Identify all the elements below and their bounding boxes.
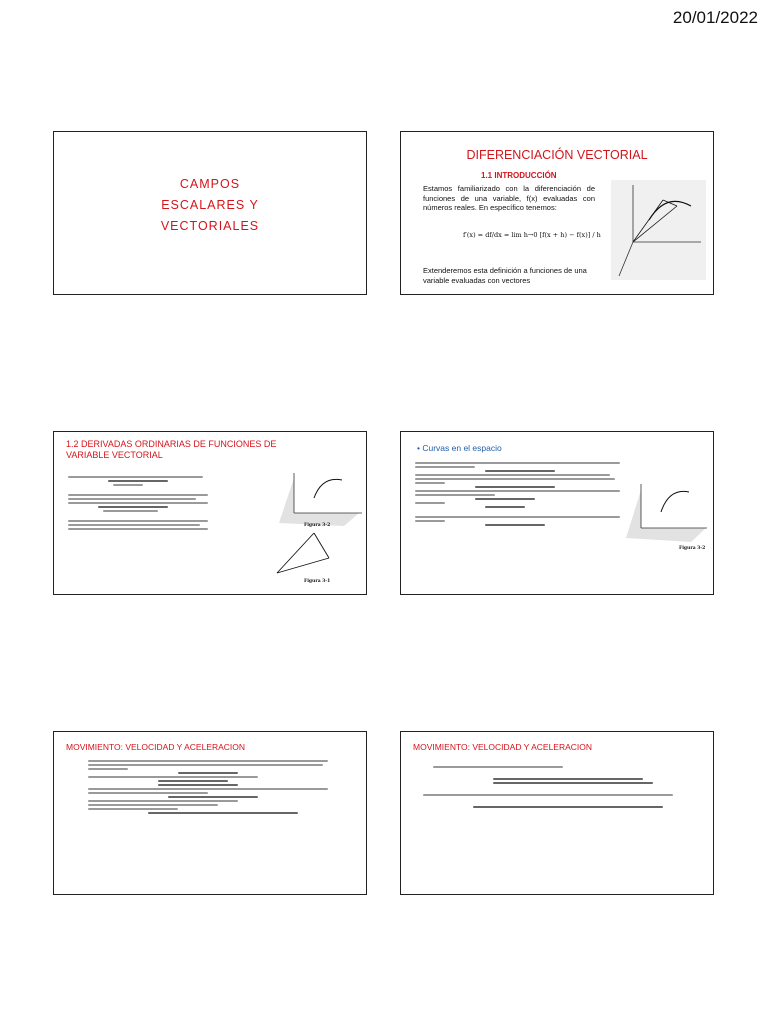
figure-3-2-caption: Figura 3-2: [679, 546, 706, 551]
title-line-3: VECTORIALES: [160, 219, 260, 233]
figure-3-1-caption: Figura 3-1: [304, 579, 331, 584]
slide-2-paragraph-1: Estamos familiarizado con la diferenciación de funciones de una variable, f(x) evaluadas con números reales. En específico tenemos:: [423, 184, 595, 212]
figure-3-2-caption: Figura 3-2: [304, 523, 331, 528]
bullet-icon: •: [417, 443, 423, 453]
slide-2-paragraph-2: Extenderemos esta definición a funciones de una variable evaluadas con vectores: [423, 266, 587, 285]
slide-6-body: [423, 764, 693, 810]
slide-3-body: [68, 474, 208, 532]
slide-4: [400, 431, 714, 595]
slide-5-title: MOVIMIENTO: VELOCIDAD Y ACELERACION: [66, 742, 246, 752]
figure-3-1-diagram: [269, 528, 359, 578]
page-date: 20/01/2022: [672, 8, 758, 27]
slide-6-title: MOVIMIENTO: VELOCIDAD Y ACELERACION: [413, 742, 593, 752]
title-line-2: ESCALARES Y: [161, 198, 259, 212]
slide-4-body: [415, 460, 620, 528]
slide-3-title: 1.2 DERIVADAS ORDINARIAS DE FUNCIONES DE VARIABLE VECTORIAL: [66, 439, 277, 460]
derivative-formula: f′(x) = df/dx = lim h→0 [f(x + h) − f(x)] / h: [463, 231, 601, 239]
slide-3: [53, 431, 367, 595]
title-line-1: CAMPOS: [179, 177, 241, 191]
slide-1: [53, 131, 367, 295]
slide-5-body: [88, 758, 328, 816]
slide-2-subtitle: 1.1 INTRODUCCIÓN: [481, 171, 557, 180]
slide-2: [400, 131, 714, 295]
slide-4-title-text: Curvas en el espacio: [422, 443, 502, 453]
slide-6: [400, 731, 714, 895]
figure-3-2-diagram: [274, 468, 364, 528]
slide-2-title: DIFERENCIACIÓN VECTORIAL: [466, 148, 648, 162]
slide-5: [53, 731, 367, 895]
slide-1-title: [54, 174, 366, 237]
curve-vector-figure: [611, 180, 706, 280]
figure-3-2-diagram: [621, 478, 709, 544]
slide-4-title: [417, 443, 502, 453]
